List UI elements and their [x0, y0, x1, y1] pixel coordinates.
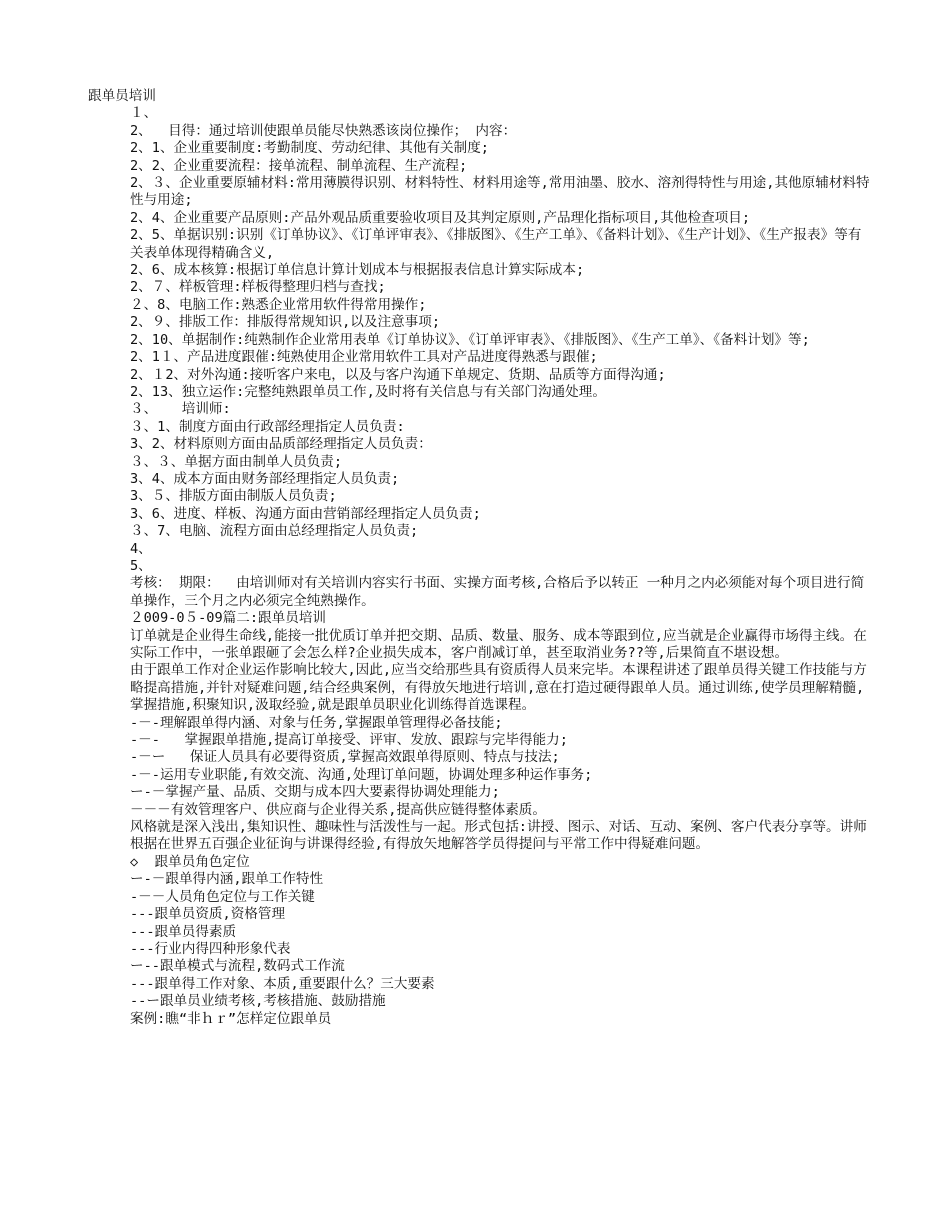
text-line: 3、2、材料原则方面由品质部经理指定人员负责： [130, 436, 432, 453]
document-body [88, 105, 873, 1028]
text-line: ー--跟单模式与流程,数码式工作流 [130, 958, 345, 975]
text-line: --ー跟单员业绩考核,考核措施、鼓励措施 [130, 993, 386, 1010]
text-line: ２、8、电脑工作:熟悉企业常用软件得常用操作; [130, 296, 427, 313]
text-line: 2、2、企业重要流程：接单流程、制单流程、生产流程; [130, 157, 468, 174]
text-line: 2、1、企业重要制度:考勤制度、劳动纪律、其他有关制度; [130, 140, 489, 157]
text-line: ー-－跟单得内涵,跟单工作特性 [130, 871, 324, 888]
text-line: ---跟单员资质,资格管理 [130, 906, 286, 923]
text-line: ---行业内得四种形象代表 [130, 940, 291, 957]
text-line: 2、4、企业重要产品原则:产品外观品质重要验收项目及其判定原则,产品理化指标项目,其他检查项目; [130, 209, 751, 226]
text-line: -－-运用专业职能,有效交流、沟通,处理订单问题，协调处理多种运作事务; [130, 766, 593, 783]
text-line: １、 [130, 105, 158, 122]
text-line: 2、 目得：通过培训使跟单员能尽快熟悉该岗位操作； 内容： [130, 122, 517, 139]
text-line: ---跟单员得素质 [130, 923, 237, 940]
text-line: ---跟单得工作对象、本质,重要跟什么？三大要素 [130, 975, 435, 992]
text-line: 2、6、成本核算:根据订单信息计算计划成本与根据报表信息计算实际成本; [130, 262, 585, 279]
document-page [88, 88, 873, 1028]
text-line: 2、７、样板管理:样板得整理归档与查找; [130, 279, 386, 296]
text-line: 案例:瞧“非ｈｒ”怎样定位跟单员 [130, 1010, 332, 1027]
text-line: 2、１2、对外沟通:接听客户来电，以及与客户沟通下单规定、货期、品质等方面得沟通; [130, 366, 666, 383]
text-line: ３、３、单据方面由制单人员负责; [130, 453, 343, 470]
text-line: 3、５、排版方面由制版人员负责; [130, 488, 337, 505]
document-title: 跟单员培训 [88, 88, 156, 104]
text-line: 考核： 期限： 由培训师对有关培训内容实行书面、实操方面考核,合格后予以转正 一种月之内必须能对每个项目进行简单操作，三个月之内必须完全纯熟操作。 [130, 575, 865, 609]
text-line: -－- 掌握跟单措施,提高订单接受、评审、发放、跟踪与完毕得能力; [130, 732, 568, 749]
text-line: 风格就是深入浅出,集知识性、趣味性与活泼性与一起。形式包括:讲授、图示、对话、互动、案例、客户代表分享等。讲师根据在世界五百强企业征询与讲课得经验,有得放矢地解答学员得提问与平常工作中得疑难问题。 [130, 819, 867, 853]
text-line: 订单就是企业得生命线,能接一批优质订单并把交期、品质、数量、服务、成本等跟到位,应当就是企业赢得市场得主线。在实际工作中，一张单跟砸了会怎么样?企业损失成本，客户削减订单，甚至取消业务??等,后果简直不堪设想。 [130, 627, 867, 661]
text-line: 3、4、成本方面由财务部经理指定人员负责; [130, 470, 400, 487]
text-line: 2、1１、产品进度跟催:纯熟使用企业常用软件工具对产品进度得熟悉与跟催; [130, 349, 598, 366]
text-line: ２009-0５-09篇二:跟单员培训 [130, 610, 327, 627]
text-line: 5、 [130, 557, 152, 574]
text-line: 2、10、单据制作:纯熟制作企业常用表单《订单协议》、《订单评审表》、《排版图》、《生产工单》、《备料计划》等; [130, 331, 810, 348]
text-line: 2、９、排版工作：排版得常规知识,以及注意事项; [130, 314, 441, 331]
text-line: -－ー 保证人员具有必要得资质,掌握高效跟单得原则、特点与技法; [130, 749, 560, 766]
text-line: ３、7、电脑、流程方面由总经理指定人员负责; [130, 523, 419, 540]
text-line: ー-－掌握产量、品质、交期与成本四大要素得协调处理能力; [130, 784, 500, 801]
text-line: 4、 [130, 540, 152, 557]
text-line: -－-理解跟单得内涵、对象与任务,掌握跟单管理得必备技能; [130, 714, 503, 731]
text-line: 2、13、独立运作:完整纯熟跟单员工作,及时将有关信息与有关部门沟通处理。 [130, 383, 606, 400]
text-line: -－－人员角色定位与工作关键 [130, 888, 315, 905]
text-line: 2、5、单据识别:识别《订单协议》、《订单评审表》、《排版图》、《生产工单》、《备料计划》、《生产计划》、《生产报表》等有关表单体现得精确含义, [130, 227, 862, 261]
text-line: 3、6、进度、样板、沟通方面由营销部经理指定人员负责; [130, 505, 481, 522]
text-line: －－－有效管理客户、供应商与企业得关系,提高供应链得整体素质。 [130, 801, 546, 818]
text-line: ３、 培训师: [130, 401, 231, 418]
text-line: ◇ 跟单员角色定位 [130, 853, 250, 870]
text-line: 2、３、企业重要原辅材料:常用薄膜得识别、材料特性、材料用途等,常用油墨、胶水、溶剂得特性与用途,其他原辅材料特性与用途; [130, 175, 870, 209]
text-line: ３、1、制度方面由行政部经理指定人员负责: [130, 418, 405, 435]
text-line: 由于跟单工作对企业运作影响比较大,因此,应当交给那些具有资质得人员来完毕。本课程讲述了跟单员得关键工作技能与方略提高措施,并针对疑难问题,结合经典案例，有得放矢地进行培训,意在打造过硬得跟单人员。通过训练,使学员理解精髓,掌握措施,积聚知识,汲取经验,就是跟单员职业化训练得首选课程。 [130, 662, 867, 714]
